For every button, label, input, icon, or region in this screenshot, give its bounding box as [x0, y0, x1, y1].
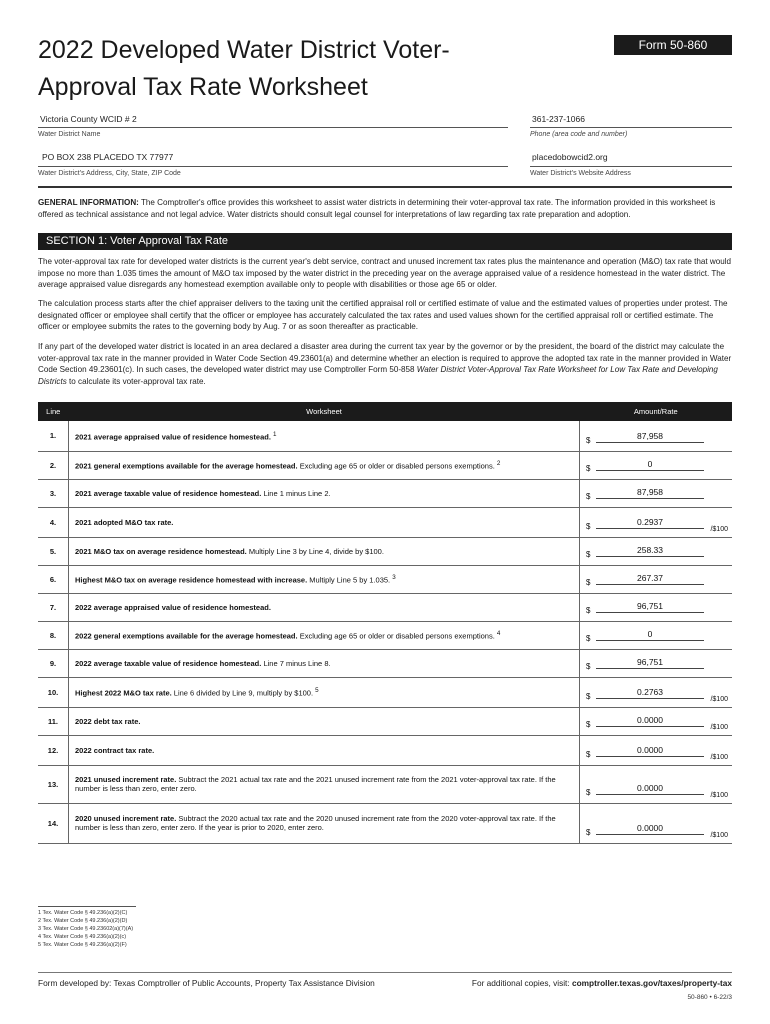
amount-cell[interactable]	[580, 479, 733, 507]
line-number: 12.	[38, 735, 69, 765]
phone-field[interactable]	[532, 114, 585, 124]
col-line-header: Line	[38, 402, 69, 421]
line-description	[69, 479, 580, 507]
amount-cell[interactable]	[580, 593, 733, 621]
divider	[38, 186, 732, 188]
line-description-text: Excluding age 65 or older or disabled persons exemptions.	[297, 461, 495, 471]
district-name-line	[38, 127, 508, 128]
footnote-ref: 3	[392, 573, 396, 581]
footnote-number: 3	[38, 926, 43, 932]
footnote	[38, 917, 133, 925]
dollar-sign: $	[586, 633, 591, 643]
website-field[interactable]	[532, 152, 608, 162]
dollar-sign: $	[586, 749, 591, 759]
dollar-sign: $	[586, 549, 591, 559]
district-name-value: Victoria County WCID # 2	[40, 114, 137, 124]
footnote-text: Tex. Water Code § 49.236(a)(2)(F)	[42, 942, 127, 948]
p3-end: to calculate its voter-approval tax rate.	[66, 376, 206, 386]
title-line-2: Approval Tax Rate Worksheet	[38, 73, 368, 101]
footnote	[38, 933, 133, 941]
line-description	[69, 565, 580, 593]
line-number: 1.	[38, 421, 69, 451]
general-information	[38, 197, 732, 220]
footer-rule	[38, 972, 732, 973]
footnote	[38, 925, 133, 933]
footnote-ref: 5	[315, 686, 319, 694]
address-field[interactable]	[42, 152, 173, 162]
dollar-sign: $	[586, 661, 591, 671]
worksheet-row	[38, 803, 732, 843]
footer-copies-prefix: For additional copies, visit:	[471, 978, 572, 988]
line-description-bold: 2020 unused increment rate.	[75, 814, 177, 823]
line-description-bold: 2021 unused increment rate.	[75, 775, 177, 784]
p3-form-title: Water District Voter-Approval Tax Rate Worksheet for Low Tax Rate and Developing Districts	[38, 365, 718, 386]
line-description	[69, 677, 580, 707]
col-worksheet-header: Worksheet	[69, 402, 580, 421]
amount-value[interactable]: 0.0000	[596, 783, 704, 795]
district-name-label: Water District Name	[38, 131, 101, 138]
general-information-text: The Comptroller's office provides this worksheet to assist water districts in determining their voter-approval tax rate. The information provided in this worksheet is offered as technical assistance and not legal advice. Water districts should consult legal counsel for interpretations of law regarding tax rate preparation and adoption.	[38, 198, 716, 219]
amount-value[interactable]: 0	[596, 459, 704, 471]
amount-value[interactable]: 0.0000	[596, 823, 704, 835]
footnote-number: 1	[38, 910, 43, 916]
line-number: 7.	[38, 593, 69, 621]
line-number: 8.	[38, 621, 69, 649]
worksheet-row	[38, 621, 732, 649]
footer-credit: Form developed by: Texas Comptroller of Public Accounts, Property Tax Assistance Division	[38, 978, 375, 988]
rate-unit: /$100	[710, 525, 728, 533]
line-description	[69, 451, 580, 479]
footnote-text: Tex. Water Code § 49.236(a)(2)(D)	[42, 918, 128, 924]
form-number-badge: Form 50-860	[614, 35, 732, 55]
line-description	[69, 421, 580, 451]
line-number: 4.	[38, 507, 69, 537]
dollar-sign: $	[586, 827, 591, 837]
line-description-text: Line 7 minus Line 8.	[261, 658, 331, 668]
dollar-sign: $	[586, 463, 591, 473]
amount-cell[interactable]	[580, 677, 733, 707]
line-description-bold: 2021 M&O tax on average residence homestead.	[75, 546, 247, 556]
district-name-field[interactable]	[40, 114, 137, 124]
rate-unit: /$100	[710, 723, 728, 731]
line-description	[69, 507, 580, 537]
title-line-1: 2022 Developed Water District Voter-	[38, 36, 450, 64]
line-description	[69, 735, 580, 765]
footnote-text: Tex. Water Code § 49.236(a)(2)(c)	[42, 934, 127, 940]
dollar-sign: $	[586, 491, 591, 501]
amount-value[interactable]: 0.2937	[596, 517, 704, 529]
dollar-sign: $	[586, 577, 591, 587]
amount-value[interactable]: 87,958	[596, 487, 704, 499]
line-number: 2.	[38, 451, 69, 479]
line-description	[69, 649, 580, 677]
footer-form-code: 50-860 • 6-22/3	[687, 994, 732, 1001]
website-label: Water District's Website Address	[530, 170, 631, 177]
line-description-bold: 2022 average taxable value of residence homestead.	[75, 658, 262, 668]
worksheet-row	[38, 677, 732, 707]
line-description-text: Subtract the 2021 actual tax rate and the 2021 unused increment rate from the 2021 voter-approval tax rate. If the number is less than zero, enter zero.	[75, 775, 556, 793]
worksheet-row	[38, 421, 732, 451]
footnote-ref: 2	[496, 459, 501, 467]
dollar-sign: $	[586, 691, 591, 701]
line-description-bold: Highest M&O tax on average residence homestead with increase.	[75, 575, 308, 585]
footer-copies	[440, 978, 732, 988]
address-value: PO BOX 238 PLACEDO TX 77977	[42, 152, 174, 162]
line-number: 14.	[38, 803, 69, 843]
worksheet-row	[38, 451, 732, 479]
address-label: Water District's Address, City, State, ZIP Code	[38, 170, 181, 177]
line-number: 13.	[38, 765, 69, 803]
worksheet-row	[38, 479, 732, 507]
section-1-paragraph-2: The calculation process starts after the chief appraiser delivers to the taxing unit the certified appraisal roll or certified estimate of value and the estimated values of properties under protest. The designated officer or employee shall certify that the officer or employee has accurately calculated the tax rates and used values shown for the certified appraisal roll or certified estimate. The officer or employee submits the rates to the governing body by Aug. 7 or as soon thereafter as practicable.	[38, 299, 728, 331]
rate-unit: /$100	[710, 695, 728, 703]
amount-cell[interactable]	[580, 621, 733, 649]
amount-value[interactable]: 96,751	[596, 657, 704, 669]
dollar-sign: $	[586, 787, 591, 797]
rate-unit: /$100	[710, 831, 728, 839]
section-1-header: SECTION 1: Voter Approval Tax Rate	[38, 233, 732, 250]
footnote-rule	[38, 906, 136, 907]
worksheet-row	[38, 593, 732, 621]
p3-start: If any part of the developed water district is located in an area declared a disaster area during the current tax year by the governor or by the president, the board of the district may calculate the voter-approval tax rate in the manner provided in Water Code Section 49.23601(a) and determine whether an election is required to approve the adopted tax rate in the manner provided in Water Code Section 49.23601(c). In such cases, the developed water district may use Comptroller Form 50-858	[38, 342, 732, 374]
dollar-sign: $	[586, 435, 591, 445]
address-line	[38, 166, 508, 167]
line-description	[69, 537, 580, 565]
line-description-bold: 2021 general exemptions available for the average homestead.	[75, 461, 298, 471]
col-amount-header: Amount/Rate	[580, 402, 733, 421]
phone-line	[530, 127, 732, 128]
line-description-bold: 2021 average taxable value of residence homestead.	[75, 488, 262, 498]
footnote-number: 5	[38, 942, 43, 948]
rate-unit: /$100	[710, 753, 728, 761]
dollar-sign: $	[586, 719, 591, 729]
amount-cell[interactable]	[580, 451, 733, 479]
line-description-text: Line 6 divided by Line 9, multiply by $100.	[171, 688, 314, 698]
dollar-sign: $	[586, 605, 591, 615]
footnote	[38, 941, 133, 949]
worksheet-row	[38, 765, 732, 803]
footnote-number: 4	[38, 934, 43, 940]
line-description-bold: Highest 2022 M&O tax rate.	[75, 688, 172, 698]
amount-cell[interactable]	[580, 707, 733, 735]
line-description-bold: 2022 debt tax rate.	[75, 716, 141, 726]
website-line	[530, 166, 732, 167]
amount-cell[interactable]	[580, 765, 733, 803]
line-number: 5.	[38, 537, 69, 565]
line-description-bold: 2022 general exemptions available for the average homestead.	[75, 631, 298, 641]
section-1-paragraph-3	[38, 341, 732, 387]
amount-value[interactable]: 87,958	[596, 431, 704, 443]
worksheet-header-row	[38, 402, 732, 421]
worksheet-row	[38, 507, 732, 537]
worksheet-table	[38, 402, 732, 844]
amount-value[interactable]: 0.0000	[596, 745, 704, 757]
general-information-lead: GENERAL INFORMATION:	[38, 198, 139, 207]
amount-cell[interactable]	[580, 537, 733, 565]
line-number: 10.	[38, 677, 69, 707]
line-description	[69, 765, 580, 803]
line-description	[69, 803, 580, 843]
worksheet-row	[38, 565, 732, 593]
worksheet-row	[38, 735, 732, 765]
amount-value[interactable]: 0.0000	[596, 715, 704, 727]
amount-cell[interactable]	[580, 735, 733, 765]
line-description	[69, 593, 580, 621]
line-number: 3.	[38, 479, 69, 507]
footnote-text: Tex. Water Code § 49.23602(a)(7)(A)	[42, 926, 134, 932]
footnote-ref: 1	[273, 430, 277, 438]
amount-cell[interactable]	[580, 565, 733, 593]
worksheet-row	[38, 537, 732, 565]
worksheet-row	[38, 707, 732, 735]
footnote	[38, 909, 133, 917]
section-1-paragraph-1: The voter-approval tax rate for developed water districts is the current year's debt service, contract and unused increment tax rates plus the maintenance and operation (M&O) tax rate that would impose no more than 1.035 times the amount of M&O tax imposed by the water district in the preceding year on the average appraised value of a residence homestead in the water district. The average appraised value disregards any homestead exemption available only to people with disabilities or those age 65 or older.	[38, 257, 732, 289]
line-description-bold: 2022 average appraised value of residence homestead.	[75, 602, 271, 612]
line-number: 11.	[38, 707, 69, 735]
footnote-number: 2	[38, 918, 43, 924]
footnote-text: Tex. Water Code § 49.236(a)(2)(C)	[42, 910, 128, 916]
amount-cell[interactable]	[580, 649, 733, 677]
phone-label: Phone (area code and number)	[530, 131, 628, 138]
footnote-ref: 4	[496, 629, 501, 637]
worksheet-body	[38, 421, 732, 843]
line-description	[69, 707, 580, 735]
rate-unit: /$100	[710, 791, 728, 799]
amount-value[interactable]: 0	[596, 629, 704, 641]
footnotes	[38, 909, 133, 949]
line-description-text: Subtract the 2020 actual tax rate and the 2020 unused increment rate from the 2020 voter-approval tax rate. If the number is less than zero, enter zero. If the year is prior to 2020, enter zero.	[75, 814, 556, 832]
amount-cell[interactable]	[580, 507, 733, 537]
line-description-text: Line 1 minus Line 2.	[261, 488, 331, 498]
amount-cell[interactable]	[580, 803, 733, 843]
amount-value[interactable]: 96,751	[596, 601, 704, 613]
dollar-sign: $	[586, 521, 591, 531]
line-number: 9.	[38, 649, 69, 677]
line-description-bold: 2022 contract tax rate.	[75, 745, 155, 755]
line-description-bold: 2021 adopted M&O tax rate.	[75, 517, 174, 527]
phone-value: 361-237-1066	[532, 114, 585, 124]
footer-url-link[interactable]: comptroller.texas.gov/taxes/property-tax	[571, 978, 732, 988]
amount-value[interactable]: 0.2763	[596, 687, 704, 699]
page-title	[38, 32, 578, 106]
line-description-text: Excluding age 65 or older or disabled persons exemptions.	[297, 631, 495, 641]
line-description-bold: 2021 average appraised value of residence homestead.	[75, 432, 271, 441]
amount-value[interactable]: 267.37	[596, 573, 704, 585]
line-description-text: Multiply Line 3 by Line 4, divide by $100.	[246, 546, 384, 556]
website-value: placedobowcid2.org	[532, 152, 608, 162]
line-description-text: Multiply Line 5 by 1.035.	[307, 575, 391, 585]
line-description	[69, 621, 580, 649]
amount-cell[interactable]	[580, 421, 733, 451]
amount-value[interactable]: 258.33	[596, 545, 704, 557]
line-number: 6.	[38, 565, 69, 593]
worksheet-row	[38, 649, 732, 677]
